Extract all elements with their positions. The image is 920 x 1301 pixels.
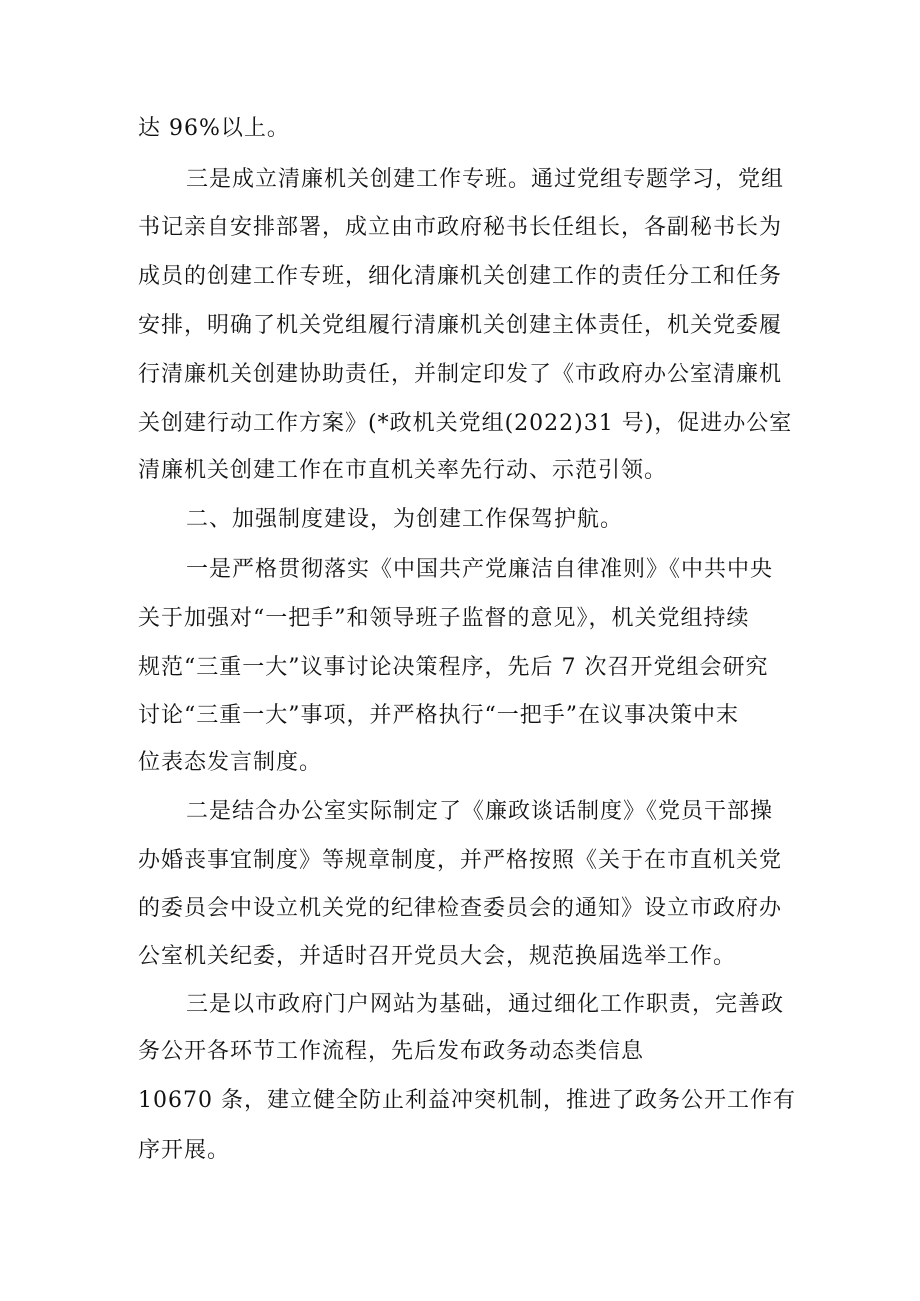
text-line: 公室机关纪委，并适时召开党员大会，规范换届选举工作。 (138, 944, 737, 969)
paragraph-first-line: 二是结合办公室实际制定了《廉政谈话制度》《党员干部操 (186, 799, 774, 824)
text-line: 清廉机关创建工作在市直机关率先行动、示范引领。 (138, 458, 668, 483)
text-line: 规范“三重一大”议事讨论决策程序，先后 7 次召开党组会研究 (138, 655, 769, 680)
text-line: 讨论“三重一大”事项，并严格执行“一把手”在议事决策中末 (138, 703, 739, 728)
text-line: 成员的创建工作专班，细化清廉机关创建工作的责任分工和任务 (138, 264, 783, 289)
paragraph-first-line: 三是成立清廉机关创建工作专班。通过党组专题学习，党组 (186, 167, 785, 192)
text-line: 办婚丧事宜制度》等规章制度，并严格按照《关于在市直机关党 (138, 848, 783, 873)
text-line: 10670 条，建立健全防止利益冲突机制，推进了政务公开工作有 (138, 1088, 796, 1113)
text-line: 位表态发言制度。 (138, 750, 323, 775)
text-line: 的委员会中设立机关党的纪律检查委员会的通知》设立市政府办 (138, 896, 783, 921)
text-line: 行清廉机关创建协助责任，并制定印发了《市政府办公室清廉机 (138, 362, 783, 387)
text-line: 安排，明确了机关党组履行清廉机关创建主体责任，机关党委履 (138, 313, 783, 338)
text-line: 务公开各环节工作流程，先后发布政务动态类信息 (138, 1039, 645, 1064)
text-line: 书记亲自安排部署，成立由市政府秘书长任组长，各副秘书长为 (138, 215, 783, 240)
text-line: 序开展。 (138, 1138, 231, 1163)
paragraph-first-line: 一是严格贯彻落实《中国共产党廉洁自律准则》《中共中央 (186, 557, 774, 582)
text-line: 达 96%以上。 (138, 116, 290, 141)
section-heading: 二、加强制度建设，为创建工作保驾护航。 (186, 507, 624, 532)
paragraph-first-line: 三是以市政府门户网站为基础，通过细化工作职责，完善政 (186, 992, 785, 1017)
text-line: 关于加强对“一把手”和领导班子监督的意见》，机关党组持续 (138, 606, 750, 631)
text-line: 关创建行动工作方案》(*政机关党组(2022)31 号)，促进办公室 (138, 411, 793, 436)
